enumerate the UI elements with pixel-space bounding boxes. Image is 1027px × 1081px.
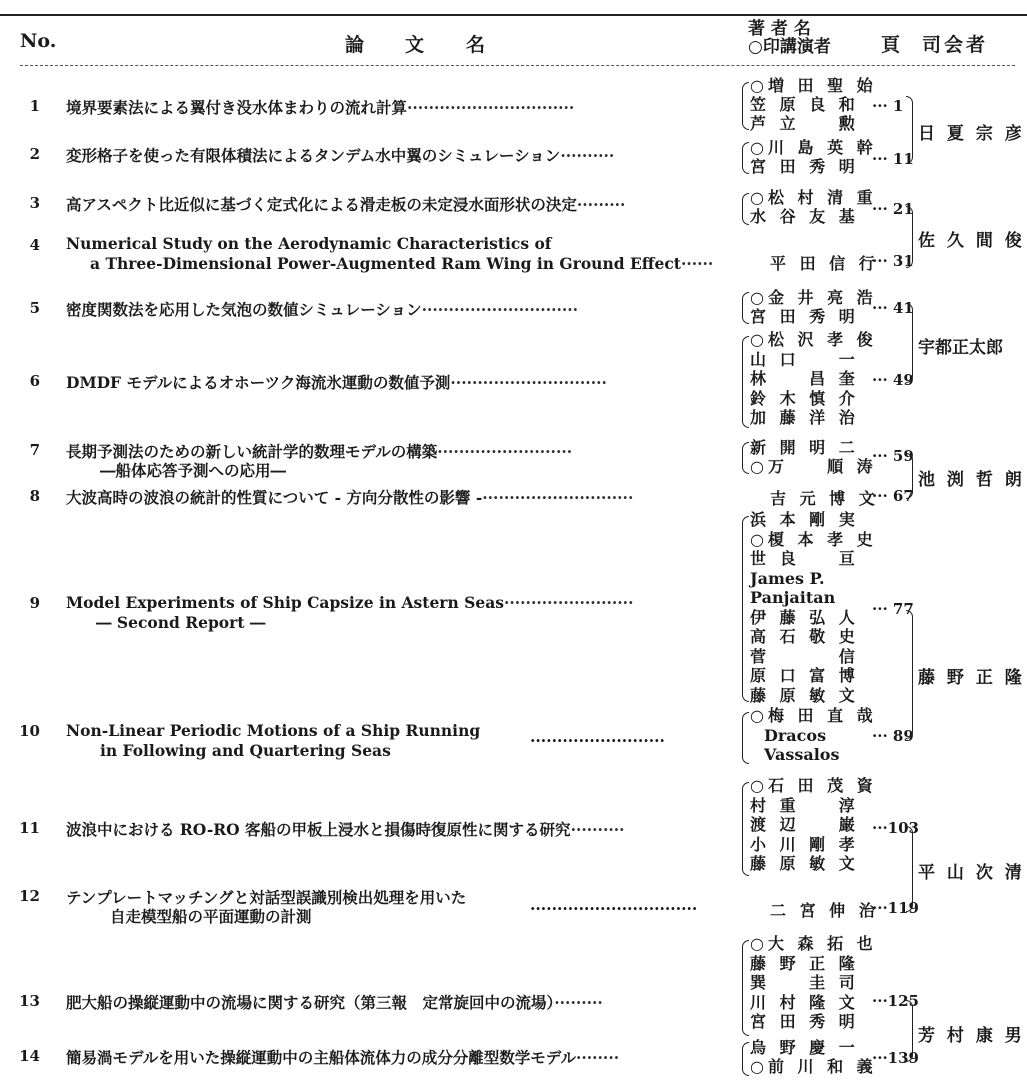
author-brace [742, 712, 749, 764]
author-list: 二 宮 伸 治 [770, 901, 879, 920]
page-number: ··· 77 [872, 600, 914, 618]
paper-title: Model Experiments of Ship Capsize in Astern Seas························ [66, 593, 634, 612]
author-list: ○大 森 拓 也 藤 野 正 隆 巽 圭 司 川 村 隆 文 宮 田 秀 明 [750, 934, 877, 1031]
chair-brace [906, 206, 913, 268]
paper-title: 変形格子を使った有限体積法によるタンデム水中翼のシミュレーション·········· [66, 146, 615, 165]
paper-title: 肥大船の操縦運動中の流場に関する研究（第三報 定常旋回中の流場）········· [66, 993, 603, 1012]
header-author-bottom: ○印講演者 [748, 37, 831, 57]
paper-title: 波浪中における RO-RO 客船の甲板上浸水と損傷時復原性に関する研究·········· [66, 820, 625, 839]
row-number: 13 [19, 992, 40, 1010]
paper-title: DMDF モデルによるオホーツク海流氷運動の数値予測····························· [66, 373, 607, 392]
row-number: 6 [29, 372, 40, 390]
page-number: ···125 [872, 992, 919, 1010]
author-brace [742, 82, 749, 130]
row-number: 12 [19, 887, 40, 905]
paper-title: テンプレートマッチングと対話型誤識別検出処理を用いた [66, 888, 467, 907]
author-list: ○金 井 亮 浩 宮 田 秀 明 [750, 288, 877, 326]
page-number: ···119 [872, 899, 919, 917]
header-page: 頁 [881, 34, 901, 56]
chair-name: 芳 村 康 男 [918, 1026, 1025, 1046]
paper-title-line-2: ―船体応答予測への応用― [100, 461, 287, 480]
author-list: 平 田 信 行 [770, 254, 879, 273]
author-list: 吉 元 博 文 [770, 489, 879, 508]
author-list: ○梅 田 直 哉 Dracos Vassalos [750, 706, 877, 764]
page-number: ··· 41 [872, 299, 914, 317]
page-number: ··· 11 [872, 150, 914, 168]
chair-brace [906, 610, 913, 739]
row-number: 7 [29, 441, 40, 459]
page-number: ··· 49 [872, 371, 914, 389]
chair-brace [906, 826, 913, 912]
author-list: ○石 田 茂 資 村 重 淳 渡 辺 巌 小 川 剛 孝 藤 原 敏 文 [750, 776, 877, 873]
paper-title-line-2: 自走模型船の平面運動の計測 [110, 907, 312, 926]
paper-title-line-2: a Three-Dimensional Power-Augmented Ram Wing in Ground Effect······ [90, 254, 714, 273]
row-number: 10 [19, 722, 40, 740]
chair-name: 宇都正太郎 [918, 338, 1003, 358]
header-no: No. [20, 30, 57, 52]
page-number: ···103 [872, 819, 919, 837]
top-rule [0, 14, 1027, 16]
chair-brace [906, 1000, 913, 1062]
title-dots: ······························· [530, 899, 698, 918]
paper-title: Numerical Study on the Aerodynamic Characteristics of [66, 234, 552, 253]
author-brace [742, 940, 749, 1036]
row-number: 4 [29, 236, 40, 254]
chair-brace [906, 453, 913, 499]
row-number: 2 [29, 145, 40, 163]
header-title-char-1: 論 [345, 34, 365, 56]
author-list: 新 開 明 二 ○万 順 涛 [750, 438, 877, 476]
header-rule [20, 65, 1015, 66]
header-author [748, 20, 831, 56]
row-number: 11 [19, 819, 40, 837]
title-dots: ························· [530, 731, 665, 750]
row-number: 14 [19, 1047, 40, 1065]
paper-title: 高アスペクト比近似に基づく定式化による滑走板の未定浸水面形状の決定········· [66, 195, 626, 214]
paper-title: 簡易渦モデルを用いた操縦運動中の主船体流体力の成分分離型数学モデル········ [66, 1048, 620, 1067]
paper-title: 密度関数法を応用した気泡の数値シミュレーション····························· [66, 300, 579, 319]
row-number: 8 [29, 487, 40, 505]
page-number: ···139 [872, 1049, 919, 1067]
chair-name: 日 夏 宗 彦 [918, 124, 1025, 144]
author-list: ○松 村 清 重 水 谷 友 基 [750, 188, 877, 226]
author-list: ○松 沢 孝 俊 山 口 一 林 昌 奎 鈴 木 慎 介 加 藤 洋 治 [750, 330, 877, 427]
header-author-top: 著 者 名 [748, 19, 811, 39]
author-brace [742, 142, 749, 174]
page-number: ··· 31 [872, 252, 914, 270]
author-brace [742, 193, 749, 225]
row-number: 9 [29, 594, 40, 612]
author-brace [742, 1042, 749, 1076]
paper-title: 境界要素法による翼付き没水体まわりの流れ計算······························· [66, 98, 575, 117]
chair-brace [906, 96, 913, 164]
author-list: 浜 本 剛 実 ○榎 本 孝 史 世 良 亘 James P. Panjaitan 伊 藤 弘 人 高 石 敬 史 菅 信 原 口 富 博 藤 原 敏 文 [750, 510, 877, 705]
author-brace [742, 292, 749, 324]
author-brace [742, 442, 749, 474]
row-number: 5 [29, 299, 40, 317]
author-list: ○増 田 聖 始 笠 原 良 和 芦 立 勲 [750, 76, 877, 133]
paper-title: Non-Linear Periodic Motions of a Ship Running [66, 721, 481, 740]
header-chair: 司会者 [922, 34, 989, 56]
chair-brace [906, 303, 913, 383]
paper-title: 大波高時の波浪の統計的性質について - 方向分散性の影響 -···························· [66, 488, 634, 507]
page-number: ··· 67 [872, 487, 914, 505]
row-number: 1 [29, 97, 40, 115]
page-number: ··· 89 [872, 727, 914, 745]
chair-name: 平 山 次 清 [918, 863, 1025, 883]
page-number: ··· 59 [872, 447, 914, 465]
author-brace [742, 782, 749, 876]
author-list: ○川 島 英 幹 宮 田 秀 明 [750, 138, 877, 176]
chair-name: 藤 野 正 隆 [918, 668, 1025, 688]
header-title-char-3: 名 [466, 34, 486, 56]
paper-title-line-2: ― Second Report ― [96, 613, 266, 632]
page-number: ··· 21 [872, 200, 914, 218]
author-brace [742, 336, 749, 428]
author-list: 烏 野 慶 一 ○前 川 和 義 [750, 1038, 877, 1076]
row-number: 3 [29, 194, 40, 212]
paper-title-line-2: in Following and Quartering Seas [100, 741, 391, 760]
author-brace [742, 516, 749, 702]
paper-title: 長期予測法のための新しい統計学的数理モデルの構築························· [66, 442, 573, 461]
chair-name: 池 渕 哲 朗 [918, 470, 1025, 490]
chair-name: 佐 久 間 俊 [918, 231, 1025, 251]
header-title-char-2: 文 [405, 34, 425, 56]
page-number: ··· 1 [872, 97, 904, 115]
